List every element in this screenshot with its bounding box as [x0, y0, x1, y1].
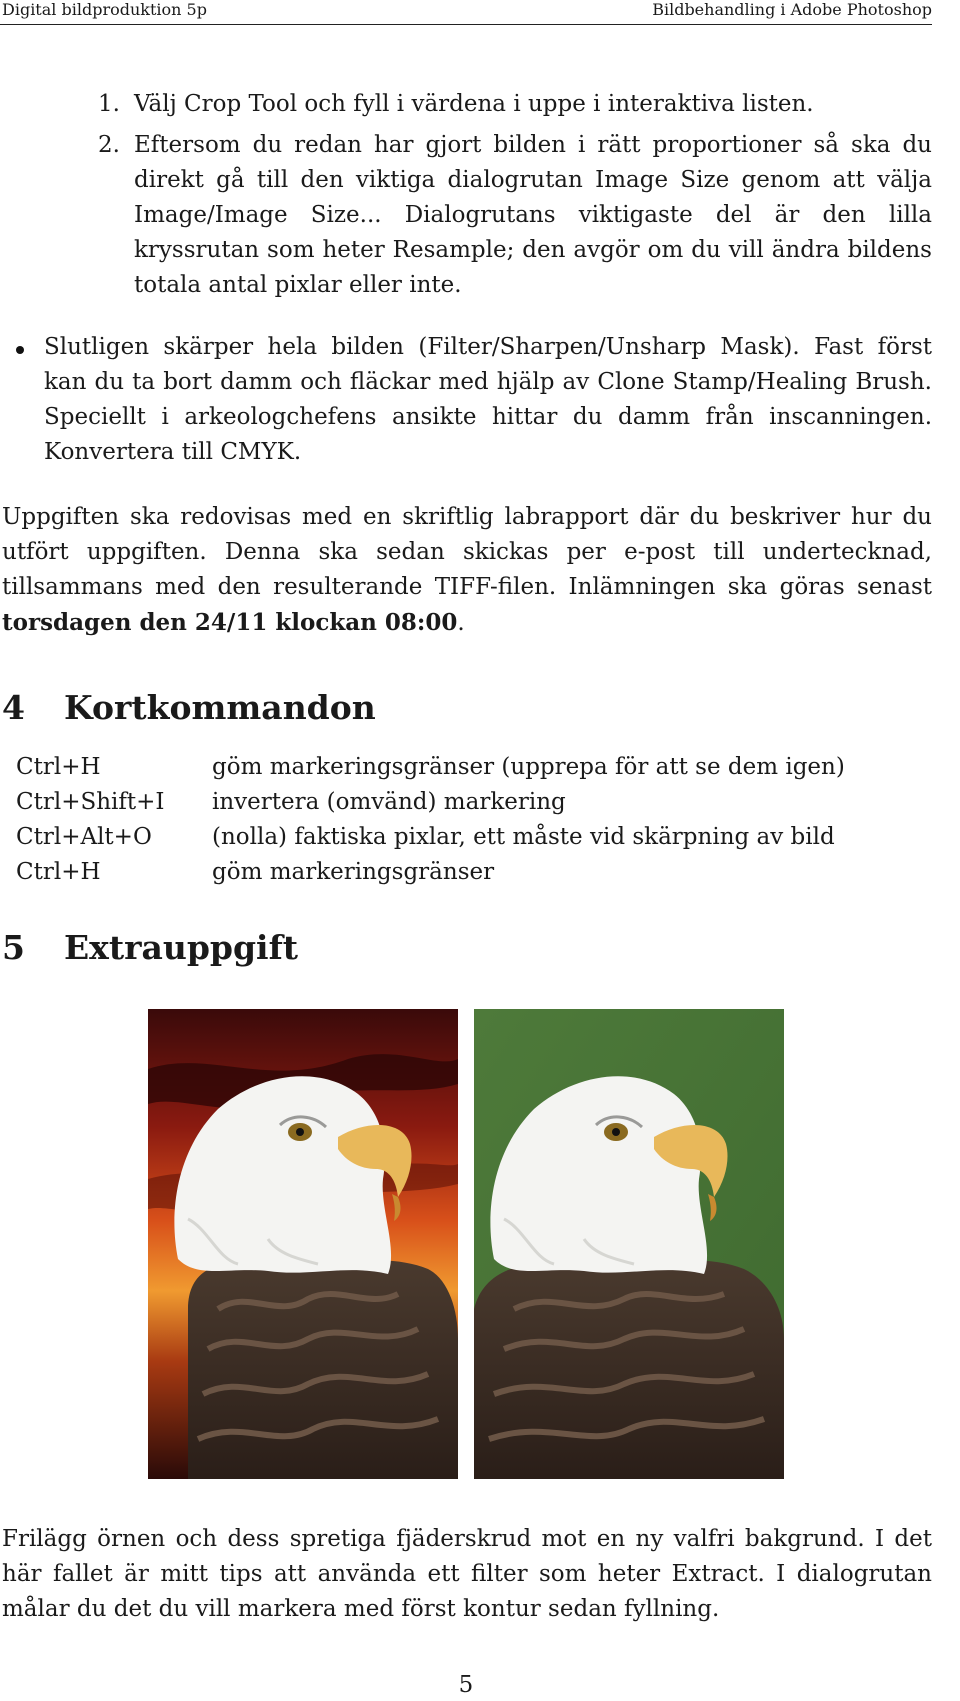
- step-item: [98, 87, 932, 122]
- section-title: Extrauppgift: [64, 928, 299, 967]
- header-course: Digital bildproduktion 5p: [2, 0, 207, 19]
- step-list: [98, 87, 932, 309]
- step-number: 1.: [98, 91, 120, 117]
- shortcut-desc: göm markeringsgränser: [212, 859, 495, 885]
- extra-task-paragraph: Frilägg örnen och dess spretiga fjäderskrud mot en ny valfri bakgrund. I det här fallet är mitt tips att använda ett filter som heter Extract. I dialogrutan målar du det du vill markera med först kontur sedan fyllning.: [2, 1526, 932, 1622]
- shortcut-row: [16, 855, 845, 890]
- assignment-text: Uppgiften ska redovisas med en skriftlig labrapport där du beskriver hur du utfört uppgiften. Denna ska sedan skickas per e-post till undertecknad, tillsammans med den resulterande TIFF-filen. Inlämningen ska göras senast: [2, 504, 932, 600]
- step-text: Välj Crop Tool och fyll i värdena i uppe i interaktiva listen.: [134, 91, 814, 117]
- shortcut-key: Ctrl+Alt+O: [16, 824, 152, 850]
- bullet-text: Slutligen skärper hela bilden (Filter/Sharpen/Unsharp Mask). Fast först kan du ta bort damm och fläckar med hjälp av Clone Stamp/Healing Brush. Speciellt i arkeologchefens ansikte hittar du damm från inscanningen. Konvertera till CMYK.: [44, 334, 932, 465]
- assignment-end: .: [457, 610, 465, 636]
- shortcut-row: [16, 820, 845, 855]
- header-topic: Bildbehandling i Adobe Photoshop: [652, 0, 932, 19]
- eagle-sunset-illustration: [148, 1009, 458, 1479]
- section-heading-5: [2, 928, 298, 967]
- shortcut-desc: (nolla) faktiska pixlar, ett måste vid skärpning av bild: [212, 824, 835, 850]
- bullet-dot-icon: [16, 346, 24, 354]
- shortcut-row: [16, 785, 845, 820]
- step-item: [98, 128, 932, 303]
- shortcut-key: Ctrl+H: [16, 754, 101, 780]
- step-number: 2.: [98, 132, 120, 158]
- eagle-green-image: [474, 1009, 784, 1479]
- assignment-paragraph: [2, 500, 932, 641]
- shortcut-key: Ctrl+Shift+I: [16, 789, 165, 815]
- deadline: torsdagen den 24/11 klockan 08:00: [2, 609, 458, 636]
- section-heading-4: [2, 688, 376, 727]
- page-header: [0, 0, 932, 25]
- shortcut-row: [16, 750, 845, 785]
- shortcut-key: Ctrl+H: [16, 859, 101, 885]
- section-title: Kortkommandon: [64, 688, 376, 727]
- eagle-green-illustration: [474, 1009, 784, 1479]
- shortcut-desc: göm markeringsgränser (upprepa för att se dem igen): [212, 754, 845, 780]
- step-text: Eftersom du redan har gjort bilden i rätt proportioner så ska du direkt gå till den viktiga dialogrutan Image Size genom att välja Image/Image Size... Dialogrutans viktigaste del är den lilla kryssrutan som heter Resample; den avgör om du vill ändra bildens totala antal pixlar eller inte.: [134, 132, 932, 298]
- shortcut-table: [16, 750, 845, 890]
- eagle-sunset-image: [148, 1009, 458, 1479]
- section-number: 5: [2, 928, 25, 967]
- shortcut-desc: invertera (omvänd) markering: [212, 789, 566, 815]
- bullet-item: [44, 330, 932, 470]
- page-number: 5: [458, 1672, 474, 1698]
- section-number: 4: [2, 688, 25, 727]
